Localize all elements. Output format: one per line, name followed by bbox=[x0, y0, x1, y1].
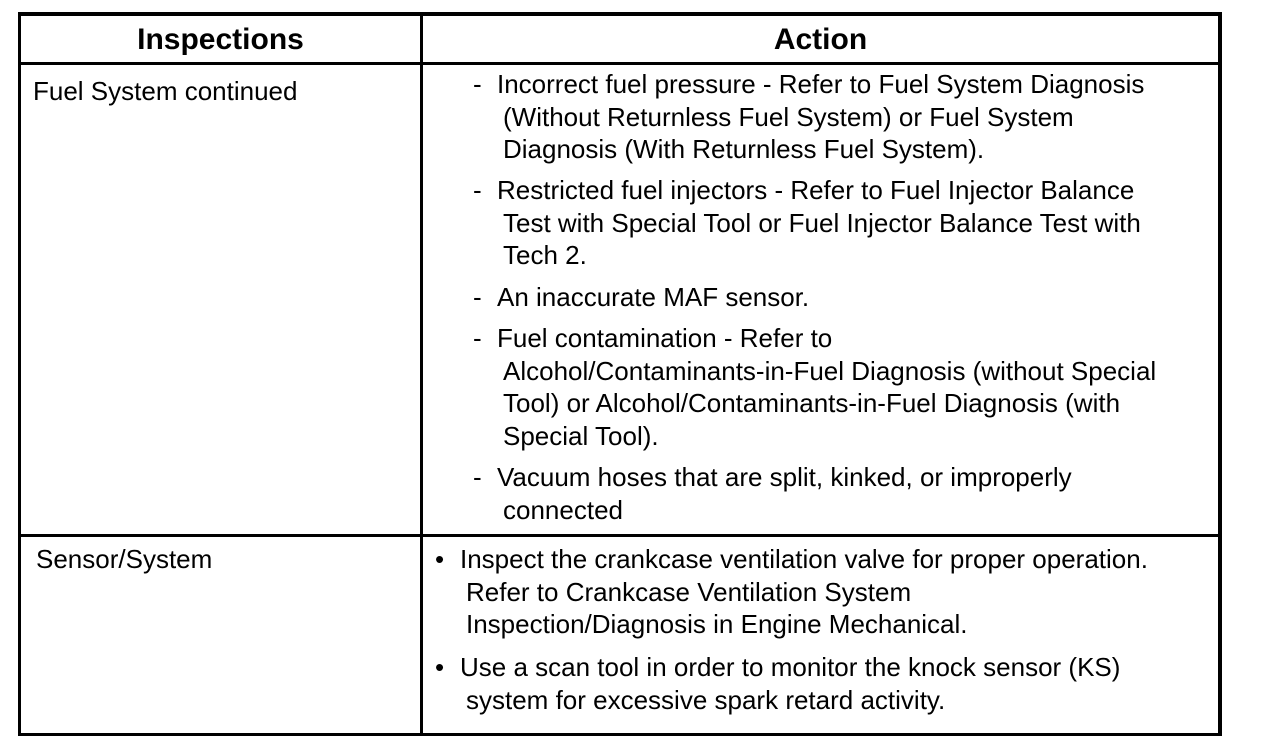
list-item: • Use a scan tool in order to monitor the knock sensor (KS) system for excessive spark retard activity. bbox=[435, 652, 1121, 715]
dash-marker: - bbox=[473, 462, 482, 492]
list-item: - Vacuum hoses that are split, kinked, or improperly connected bbox=[473, 462, 1072, 525]
list-item: - Incorrect fuel pressure - Refer to Fuel System Diagnosis (Without Returnless Fuel System) or Fuel System Diagnosis (With Returnless Fuel System). bbox=[473, 69, 1145, 164]
list-item: - Restricted fuel injectors - Refer to Fuel Injector Balance Test with Special Tool or Fuel Injector Balance Test with Tech 2. bbox=[473, 175, 1141, 270]
list-item: • Inspect the crankcase ventilation valve for proper operation. Refer to Crankcase Ventilation System Inspection/Diagnosis in Engine Mechanical. bbox=[435, 544, 1148, 639]
column-divider bbox=[420, 16, 423, 733]
dash-marker: - bbox=[473, 282, 482, 312]
list-item: - Fuel contamination - Refer to Alcohol/Contaminants-in-Fuel Diagnosis (without Special Tool) or Alcohol/Contaminants-in-Fuel Diagnosis (with Special Tool). bbox=[473, 323, 1157, 451]
list-item: - An inaccurate MAF sensor. bbox=[473, 282, 810, 312]
header-action: Action bbox=[773, 23, 868, 56]
row-inspection-fuel-system: Fuel System continued bbox=[33, 76, 298, 106]
dash-marker: - bbox=[473, 323, 482, 353]
dash-marker: - bbox=[473, 175, 482, 205]
row-inspection-sensor-system: Sensor/System bbox=[36, 544, 213, 574]
dash-marker: - bbox=[473, 69, 482, 99]
row-divider bbox=[21, 534, 1218, 537]
bullet-marker: • bbox=[435, 544, 445, 574]
bullet-marker: • bbox=[435, 652, 445, 682]
diagnostic-table bbox=[18, 12, 1222, 736]
header-inspections: Inspections bbox=[137, 23, 304, 56]
